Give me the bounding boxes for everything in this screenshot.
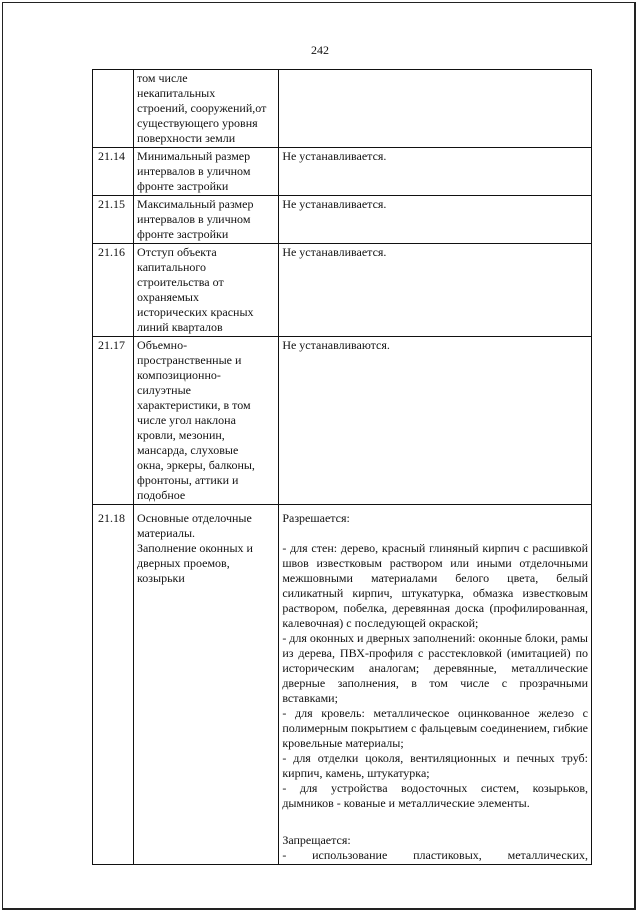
- row-number: 21.18: [93, 505, 134, 865]
- parameter-value: [279, 505, 592, 865]
- name-line: числе угол наклона: [137, 413, 236, 427]
- parameter-name: [134, 244, 279, 337]
- allowed-item: - для оконных и дверных заполнений: оконные блоки, рамы из дерева, ПВХ-профиля с расстекловкой (имитацией) по историческим аналогам; деревянные, металлические дверные заполнения, в том числе с прозрачными вставками;: [282, 631, 588, 705]
- name-line: кровли, мезонин,: [137, 428, 225, 442]
- parameter-name: [134, 70, 279, 148]
- name-line: мансарда, слуховые: [137, 443, 239, 457]
- name-line: материалы.: [137, 526, 196, 540]
- table-row: [93, 70, 592, 148]
- name-line: фронте застройки: [137, 227, 229, 241]
- parameter-value: Не устанавливаются.: [279, 337, 592, 505]
- table-row: [93, 244, 592, 337]
- page-number: 242: [311, 43, 329, 57]
- prohibited-title: Запрещается:: [282, 833, 351, 847]
- allowed-item: - для устройства водосточных систем, козырьков, дымников - кованые и металлические элементы.: [282, 781, 588, 810]
- name-line: охраняемых: [137, 290, 199, 304]
- name-line: Основные отделочные: [137, 511, 252, 525]
- parameter-value: Не устанавливается.: [279, 196, 592, 244]
- table-row: [93, 196, 592, 244]
- row-number: [93, 70, 134, 148]
- name-line: существующего уровня: [137, 116, 258, 130]
- name-line: козырьки: [137, 571, 185, 585]
- name-line: линий кварталов: [137, 320, 223, 334]
- name-line: силуэтные: [137, 383, 191, 397]
- regulations-table: [92, 69, 592, 865]
- table-row: [93, 148, 592, 196]
- name-line: фронте застройки: [137, 179, 229, 193]
- name-line: Максимальный размер: [137, 197, 254, 211]
- parameter-name: [134, 148, 279, 196]
- name-line: исторических красных: [137, 305, 254, 319]
- parameter-value: [279, 70, 592, 148]
- name-line: интервалов в уличном: [137, 212, 251, 226]
- row-number: 21.14: [93, 148, 134, 196]
- name-line: поверхности земли: [137, 131, 236, 145]
- parameter-name: [134, 196, 279, 244]
- name-line: Заполнение оконных и: [137, 541, 253, 555]
- name-line: строений, сооружений,от: [137, 101, 267, 115]
- name-line: Объемно-: [137, 338, 188, 352]
- name-line: строительства от: [137, 275, 224, 289]
- prohibited-item: - использование пластиковых, металлических,: [282, 848, 588, 862]
- allowed-item: - для кровель: металлическое оцинкованное железо с полимерным покрытием с фальцевым соединением, гибкие кровельные материалы;: [282, 706, 588, 750]
- name-line: интервалов в уличном: [137, 164, 251, 178]
- parameter-value: Не устанавливается.: [279, 244, 592, 337]
- name-line: дверных проемов,: [137, 556, 230, 570]
- table-row: [93, 505, 592, 865]
- table-row: [93, 337, 592, 505]
- row-number: 21.15: [93, 196, 134, 244]
- name-line: Минимальный размер: [137, 149, 251, 163]
- parameter-value: Не устанавливается.: [279, 148, 592, 196]
- name-line: пространственные и: [137, 353, 242, 367]
- name-line: Отступ объекта: [137, 245, 217, 259]
- parameter-name: [134, 505, 279, 865]
- name-line: подобное: [137, 488, 186, 502]
- name-line: капитального: [137, 260, 207, 274]
- name-line: окна, эркеры, балконы,: [137, 458, 255, 472]
- allowed-item: - для отделки цоколя, вентиляционных и печных труб: кирпич, камень, штукатурка;: [282, 751, 588, 780]
- row-number: 21.17: [93, 337, 134, 505]
- allowed-item: - для стен: дерево, красный глиняный кирпич с расшивкой швов известковым раствором или иными отделочными межшовными материалами белого цвета, белый силикатный кирпич, штукатурка, обмазка известковым раствором, побелка, деревянная доска (профилированная, калевочная) с последующей окраской;: [282, 541, 588, 630]
- parameter-name: [134, 337, 279, 505]
- name-line: фронтоны, аттики и: [137, 473, 239, 487]
- name-line: том числе: [137, 71, 188, 85]
- name-line: характеристики, в том: [137, 398, 251, 412]
- allowed-title: Разрешается:: [282, 511, 350, 525]
- name-line: некапитальных: [137, 86, 216, 100]
- name-line: композиционно-: [137, 368, 221, 382]
- row-number: 21.16: [93, 244, 134, 337]
